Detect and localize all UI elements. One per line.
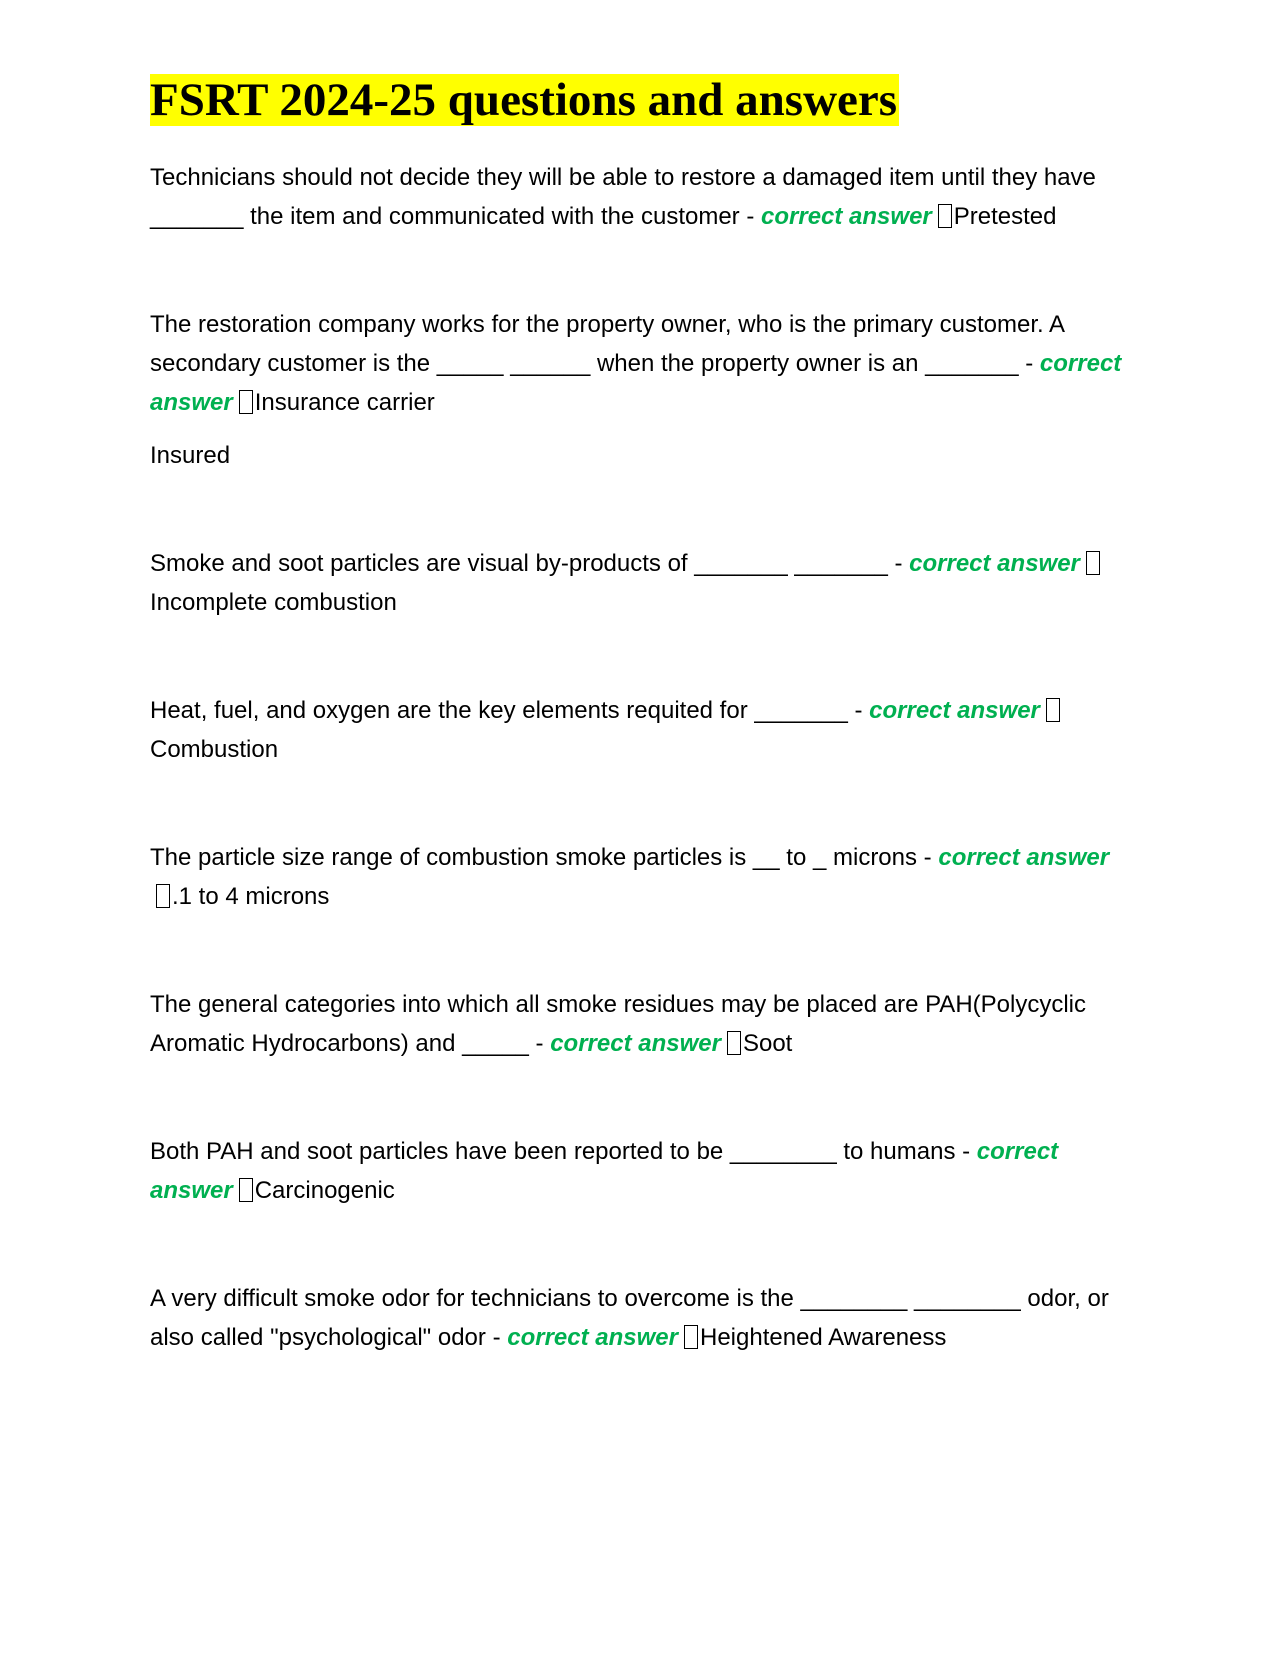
qa-item-5	[150, 838, 1130, 916]
qa-item-6	[150, 985, 1130, 1063]
answer-text: Pretested	[953, 203, 1057, 230]
answer-text: Heightened Awareness	[700, 1324, 947, 1351]
qa-item-7	[150, 1132, 1130, 1210]
document-title	[150, 72, 1130, 128]
correct-answer-label: correct answer	[150, 1138, 1059, 1204]
correct-answer-label: correct answer	[150, 350, 1122, 416]
answer-text: Incomplete combustion	[150, 589, 397, 616]
question-text: Both PAH and soot particles have been reported to be ________ to humans -	[150, 1138, 971, 1165]
qa-item-8	[150, 1279, 1130, 1357]
missing-glyph-icon	[1086, 551, 1100, 575]
missing-glyph-icon	[684, 1325, 698, 1349]
correct-answer-label: correct answer	[869, 697, 1040, 724]
qa-item-2	[150, 305, 1130, 422]
qa-item-3	[150, 544, 1130, 622]
correct-answer-label: correct answer	[507, 1324, 678, 1351]
question-text: The general categories into which all smoke residues may be placed are PAH(Polycyclic Aromatic Hydrocarbons) and _____ -	[150, 991, 1086, 1057]
qa-item-4	[150, 691, 1130, 769]
question-text: The particle size range of combustion smoke particles is __ to _ microns -	[150, 844, 932, 871]
correct-answer-label: correct answer	[550, 1030, 721, 1057]
answer-continuation: Insured	[150, 442, 231, 469]
title-text: FSRT 2024-25 questions and answers	[150, 74, 898, 126]
answer-text: Combustion	[150, 736, 279, 763]
question-text: A very difficult smoke odor for technicians to overcome is the ________ ________ odor, or also called "psychological" odor -	[150, 1285, 1109, 1351]
question-text: Smoke and soot particles are visual by-products of _______ _______ -	[150, 550, 903, 577]
answer-text: Insurance carrier	[254, 389, 435, 416]
missing-glyph-icon	[239, 1178, 253, 1202]
qa-item-1	[150, 158, 1130, 236]
missing-glyph-icon	[727, 1031, 741, 1055]
missing-glyph-icon	[938, 204, 952, 228]
document-page	[150, 72, 1130, 1357]
question-text: Heat, fuel, and oxygen are the key elements requited for _______ -	[150, 697, 863, 724]
correct-answer-label: correct answer	[938, 844, 1110, 871]
correct-answer-label: correct answer	[909, 550, 1080, 577]
missing-glyph-icon	[239, 390, 253, 414]
answer-text: .1 to 4 microns	[172, 883, 330, 910]
question-text: The restoration company works for the property owner, who is the primary customer. A secondary customer is the _____ ______ when the property owner is an _______ -	[150, 311, 1064, 377]
missing-glyph-icon	[156, 884, 170, 908]
correct-answer-label: correct answer	[761, 203, 932, 230]
missing-glyph-icon	[1046, 698, 1060, 722]
answer-text: Soot	[742, 1030, 793, 1057]
answer-text: Carcinogenic	[254, 1177, 395, 1204]
question-text: Technicians should not decide they will be able to restore a damaged item until they have _______ the item and communicated with the customer -	[150, 164, 1096, 230]
